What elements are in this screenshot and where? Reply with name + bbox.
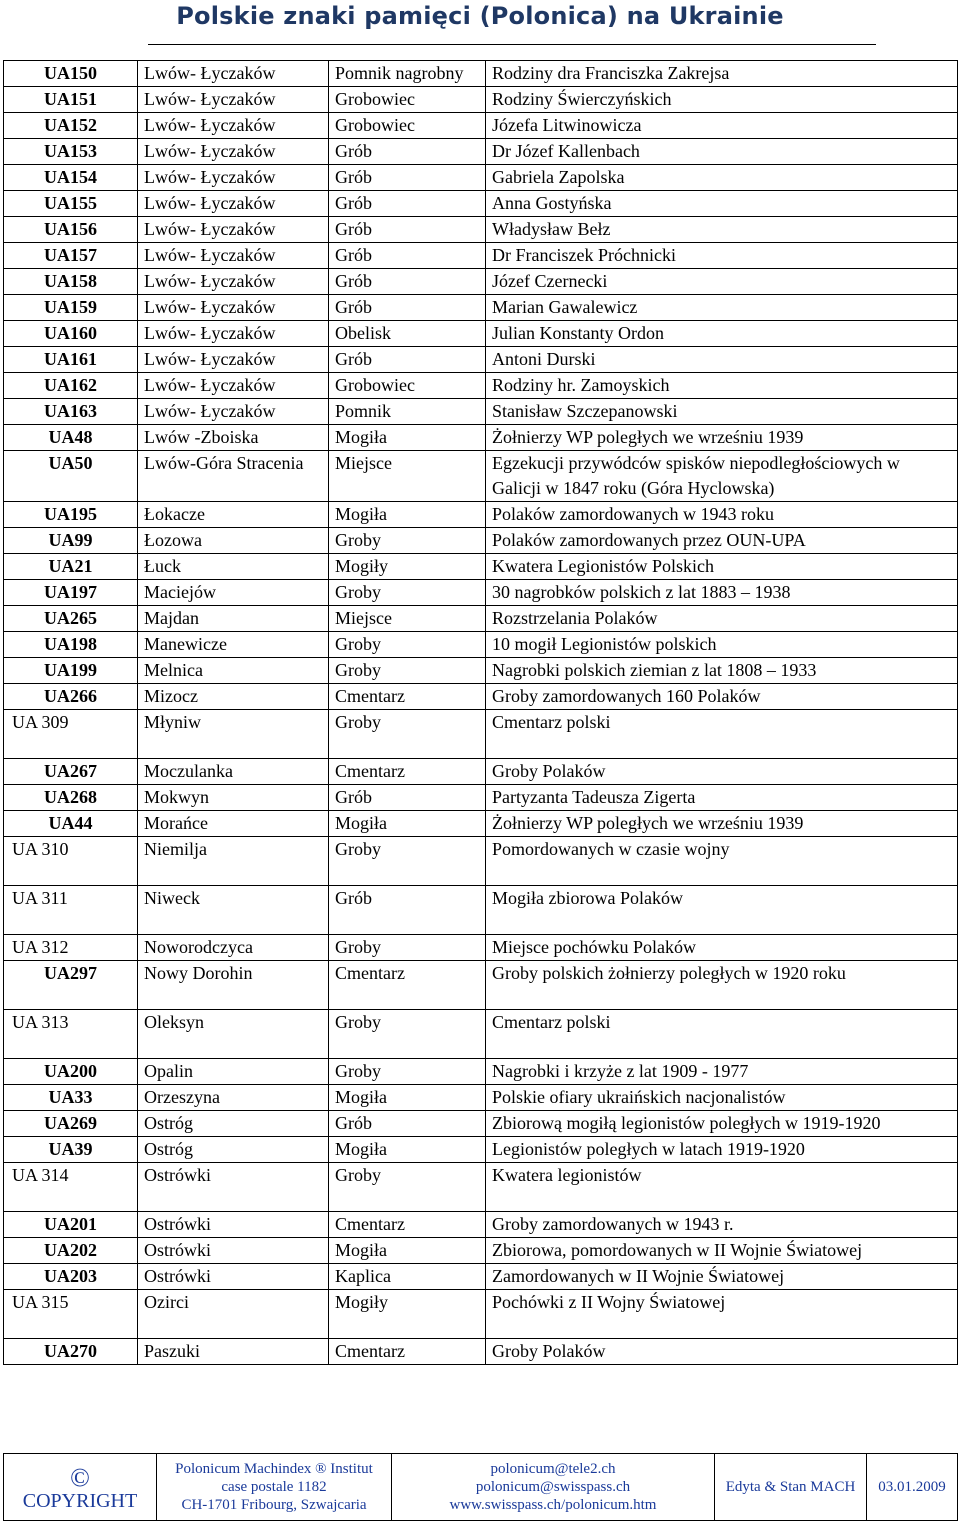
table-row [4,632,958,658]
entry-description: Rodziny Świerczyńskich [486,87,958,113]
entry-code: UA198 [4,632,138,658]
entry-code: UA 313 [4,1010,138,1059]
entry-type: Cmentarz [329,684,486,710]
entry-type: Cmentarz [329,961,486,1010]
entry-type: Groby [329,935,486,961]
entry-place: Lwów- Łyczaków [138,347,329,373]
entry-description: Egzekucji przywódców spisków niepodległościowych w Galicji w 1847 roku (Góra Hyclowska) [486,451,958,502]
entry-description: 10 mogił Legionistów polskich [486,632,958,658]
entry-description: Legionistów poległych w latach 1919-1920 [486,1137,958,1163]
entry-type: Grób [329,886,486,935]
table-row [4,1264,958,1290]
table-row [4,684,958,710]
table-row [4,373,958,399]
entry-place: Niemilja [138,837,329,886]
entry-type: Mogiła [329,1238,486,1264]
entry-type: Groby [329,632,486,658]
email-link-1[interactable]: polonicum@tele2.ch [490,1461,616,1477]
entry-place: Ozirci [138,1290,329,1339]
entry-place: Ostrówki [138,1264,329,1290]
entry-type: Grób [329,165,486,191]
entry-type: Mogiła [329,502,486,528]
entry-type: Pomnik [329,399,486,425]
entry-type: Groby [329,1163,486,1212]
entry-code: UA21 [4,554,138,580]
entry-place: Lwów-Góra Stracenia [138,451,329,502]
entry-description: Zbiorową mogiłą legionistów poległych w 1919-1920 [486,1111,958,1137]
entry-place: Maciejów [138,580,329,606]
entry-place: Lwów- Łyczaków [138,269,329,295]
entry-place: Łuck [138,554,329,580]
entry-description: Groby zamordowanych 160 Polaków [486,684,958,710]
contact-cell [392,1454,715,1521]
entry-place: Lwów- Łyczaków [138,243,329,269]
entry-code: UA266 [4,684,138,710]
date: 03.01.2009 [878,1479,946,1495]
entry-code: UA39 [4,1137,138,1163]
entry-description: Groby polskich żołnierzy poległych w 1920 roku [486,961,958,1010]
authors-cell [715,1454,867,1521]
entry-code: UA158 [4,269,138,295]
entry-place: Młyniw [138,710,329,759]
entry-code: UA152 [4,113,138,139]
entry-type: Grób [329,347,486,373]
entry-place: Manewicze [138,632,329,658]
entry-place: Lwów- Łyczaków [138,139,329,165]
entry-code: UA202 [4,1238,138,1264]
entry-description: Rodziny dra Franciszka Zakrejsa [486,61,958,87]
table-row [4,87,958,113]
entry-description: Stanisław Szczepanowski [486,399,958,425]
entry-description: Kwatera Legionistów Polskich [486,554,958,580]
entry-type: Cmentarz [329,1339,486,1365]
entry-place: Orzeszyna [138,1085,329,1111]
entry-code: UA162 [4,373,138,399]
entry-type: Miejsce [329,606,486,632]
entry-type: Miejsce [329,451,486,502]
institute-cell [157,1454,392,1521]
table-row [4,837,958,886]
entry-place: Moczulanka [138,759,329,785]
entry-description: Nagrobki i krzyże z lat 1909 - 1977 [486,1059,958,1085]
entry-description: Józef Czernecki [486,269,958,295]
entry-description: Partyzanta Tadeusza Zigerta [486,785,958,811]
entry-place: Majdan [138,606,329,632]
entry-type: Grób [329,295,486,321]
entry-type: Grobowiec [329,113,486,139]
entry-description: Rodziny hr. Zamoyskich [486,373,958,399]
email-link-2[interactable]: polonicum@swisspass.ch [475,1479,631,1495]
table-row [4,1111,958,1137]
entry-type: Mogiła [329,1085,486,1111]
entry-code: UA157 [4,243,138,269]
entry-description: Zamordowanych w II Wojnie Światowej [486,1264,958,1290]
table-row [4,269,958,295]
entry-place: Lwów- Łyczaków [138,87,329,113]
table-row [4,1137,958,1163]
table-row [4,580,958,606]
entry-description: Polskie ofiary ukraińskich nacjonalistów [486,1085,958,1111]
polonica-table [3,60,958,1365]
entry-type: Grób [329,243,486,269]
entry-place: Lwów- Łyczaków [138,399,329,425]
page-title: Polskie znaki pamięci (Polonica) na Ukrainie [176,2,784,30]
table-row [4,935,958,961]
entry-code: UA50 [4,451,138,502]
entry-description: Marian Gawalewicz [486,295,958,321]
entry-code: UA201 [4,1212,138,1238]
entry-description: Cmentarz polski [486,1010,958,1059]
table-row [4,321,958,347]
entry-code: UA200 [4,1059,138,1085]
table-row [4,451,958,502]
institute-name: Polonicum Machindex ® Institut [175,1461,373,1477]
table-row [4,1163,958,1212]
entry-code: UA154 [4,165,138,191]
entry-place: Ostrówki [138,1212,329,1238]
table-row [4,61,958,87]
entry-description: Zbiorowa, pomordowanych w II Wojnie Światowej [486,1238,958,1264]
entry-code: UA 311 [4,886,138,935]
table-row [4,606,958,632]
entry-description: Władysław Bełz [486,217,958,243]
entry-code: UA153 [4,139,138,165]
entry-description: Julian Konstanty Ordon [486,321,958,347]
entry-description: Polaków zamordowanych przez OUN-UPA [486,528,958,554]
entry-description: Żołnierzy WP poległych we wrześniu 1939 [486,811,958,837]
entry-code: UA161 [4,347,138,373]
entry-code: UA 310 [4,837,138,886]
entry-type: Groby [329,658,486,684]
table-row [4,886,958,935]
entry-code: UA269 [4,1111,138,1137]
entry-type: Grobowiec [329,87,486,113]
entry-description: Józefa Litwinowicza [486,113,958,139]
entry-place: Oleksyn [138,1010,329,1059]
table-row [4,1212,958,1238]
entry-code: UA 315 [4,1290,138,1339]
table-row [4,759,958,785]
entry-code: UA151 [4,87,138,113]
entry-description: Polaków zamordowanych w 1943 roku [486,502,958,528]
table-row [4,811,958,837]
entry-type: Grób [329,139,486,165]
entry-code: UA33 [4,1085,138,1111]
entry-code: UA159 [4,295,138,321]
table-row [4,399,958,425]
entry-type: Groby [329,1010,486,1059]
entry-code: UA197 [4,580,138,606]
entry-place: Lwów -Zboiska [138,425,329,451]
entry-type: Grób [329,191,486,217]
entry-code: UA99 [4,528,138,554]
entry-code: UA155 [4,191,138,217]
copyright-cell [4,1454,157,1521]
entry-type: Mogiła [329,1137,486,1163]
table-row [4,1238,958,1264]
entry-type: Groby [329,1059,486,1085]
entry-description: Rozstrzelania Polaków [486,606,958,632]
table-row [4,165,958,191]
entry-place: Ostróg [138,1137,329,1163]
entry-code: UA267 [4,759,138,785]
entry-description: Antoni Durski [486,347,958,373]
entry-description: Cmentarz polski [486,710,958,759]
entry-place: Łokacze [138,502,329,528]
table-row [4,710,958,759]
entry-description: Groby zamordowanych w 1943 r. [486,1212,958,1238]
entry-type: Groby [329,528,486,554]
table-row [4,139,958,165]
date-cell [867,1454,958,1521]
institute-address: CH-1701 Fribourg, Szwajcaria [181,1497,367,1513]
table-row [4,425,958,451]
entry-code: UA268 [4,785,138,811]
copyright-label: COPYRIGHT [22,1490,138,1512]
entry-type: Grób [329,217,486,243]
entry-code: UA199 [4,658,138,684]
entry-code: UA 309 [4,710,138,759]
entry-description: Pomordowanych w czasie wojny [486,837,958,886]
entry-code: UA203 [4,1264,138,1290]
entry-type: Mogiły [329,1290,486,1339]
table-row [4,191,958,217]
entry-description: Pochówki z II Wojny Światowej [486,1290,958,1339]
table-body [4,61,958,1365]
table-row [4,295,958,321]
table-row [4,785,958,811]
entry-type: Grób [329,269,486,295]
copyright-symbol: © [70,1463,90,1492]
institute-postbox: case postale 1182 [221,1479,327,1495]
table-row [4,1339,958,1365]
entry-type: Mogiła [329,811,486,837]
entry-place: Paszuki [138,1339,329,1365]
entry-type: Pomnik nagrobny [329,61,486,87]
entry-description: Kwatera legionistów [486,1163,958,1212]
table-row [4,1290,958,1339]
entry-type: Kaplica [329,1264,486,1290]
website-link[interactable]: www.swisspass.ch/polonicum.htm [449,1497,657,1513]
entry-description: 30 nagrobków polskich z lat 1883 – 1938 [486,580,958,606]
entry-description: Anna Gostyńska [486,191,958,217]
entry-description: Gabriela Zapolska [486,165,958,191]
table-row [4,1085,958,1111]
table-row [4,217,958,243]
table-row [4,243,958,269]
entry-type: Cmentarz [329,1212,486,1238]
entry-type: Cmentarz [329,759,486,785]
entry-description: Dr Józef Kallenbach [486,139,958,165]
entry-place: Lwów- Łyczaków [138,373,329,399]
entry-place: Noworodczyca [138,935,329,961]
entry-description: Groby Polaków [486,1339,958,1365]
entry-place: Ostróg [138,1111,329,1137]
table-row [4,1059,958,1085]
entry-description: Nagrobki polskich ziemian z lat 1808 – 1933 [486,658,958,684]
entry-place: Ostrówki [138,1238,329,1264]
entry-type: Mogiły [329,554,486,580]
entry-description: Mogiła zbiorowa Polaków [486,886,958,935]
entry-code: UA297 [4,961,138,1010]
entry-type: Grobowiec [329,373,486,399]
entry-code: UA 312 [4,935,138,961]
entry-description: Żołnierzy WP poległych we wrześniu 1939 [486,425,958,451]
entry-place: Lwów- Łyczaków [138,217,329,243]
entry-type: Groby [329,580,486,606]
entry-description: Groby Polaków [486,759,958,785]
table-row [4,502,958,528]
entry-type: Groby [329,837,486,886]
entry-type: Groby [329,710,486,759]
entry-place: Ostrówki [138,1163,329,1212]
entry-code: UA44 [4,811,138,837]
authors: Edyta & Stan MACH [725,1479,856,1495]
entry-description: Miejsce pochówku Polaków [486,935,958,961]
entry-code: UA163 [4,399,138,425]
entry-type: Mogiła [329,425,486,451]
entry-place: Opalin [138,1059,329,1085]
entry-type: Grób [329,1111,486,1137]
entry-place: Lwów- Łyczaków [138,113,329,139]
table-row [4,347,958,373]
table-row [4,961,958,1010]
entry-type: Grób [329,785,486,811]
table-row [4,554,958,580]
header-rule [148,44,876,45]
entry-place: Lwów- Łyczaków [138,321,329,347]
entry-code: UA265 [4,606,138,632]
footer [3,1453,958,1521]
entry-place: Niweck [138,886,329,935]
entry-code: UA156 [4,217,138,243]
entry-code: UA150 [4,61,138,87]
entry-code: UA270 [4,1339,138,1365]
entry-place: Lwów- Łyczaków [138,61,329,87]
entry-place: Lwów- Łyczaków [138,295,329,321]
table-row [4,658,958,684]
entry-code: UA48 [4,425,138,451]
entry-place: Lwów- Łyczaków [138,191,329,217]
entry-place: Mizocz [138,684,329,710]
entry-place: Melnica [138,658,329,684]
entry-description: Dr Franciszek Próchnicki [486,243,958,269]
entry-code: UA160 [4,321,138,347]
entry-code: UA195 [4,502,138,528]
entry-place: Łozowa [138,528,329,554]
table-row [4,528,958,554]
entry-place: Morańce [138,811,329,837]
entry-type: Obelisk [329,321,486,347]
entry-place: Lwów- Łyczaków [138,165,329,191]
entry-code: UA 314 [4,1163,138,1212]
entry-place: Mokwyn [138,785,329,811]
table-row [4,1010,958,1059]
entry-place: Nowy Dorohin [138,961,329,1010]
table-row [4,113,958,139]
